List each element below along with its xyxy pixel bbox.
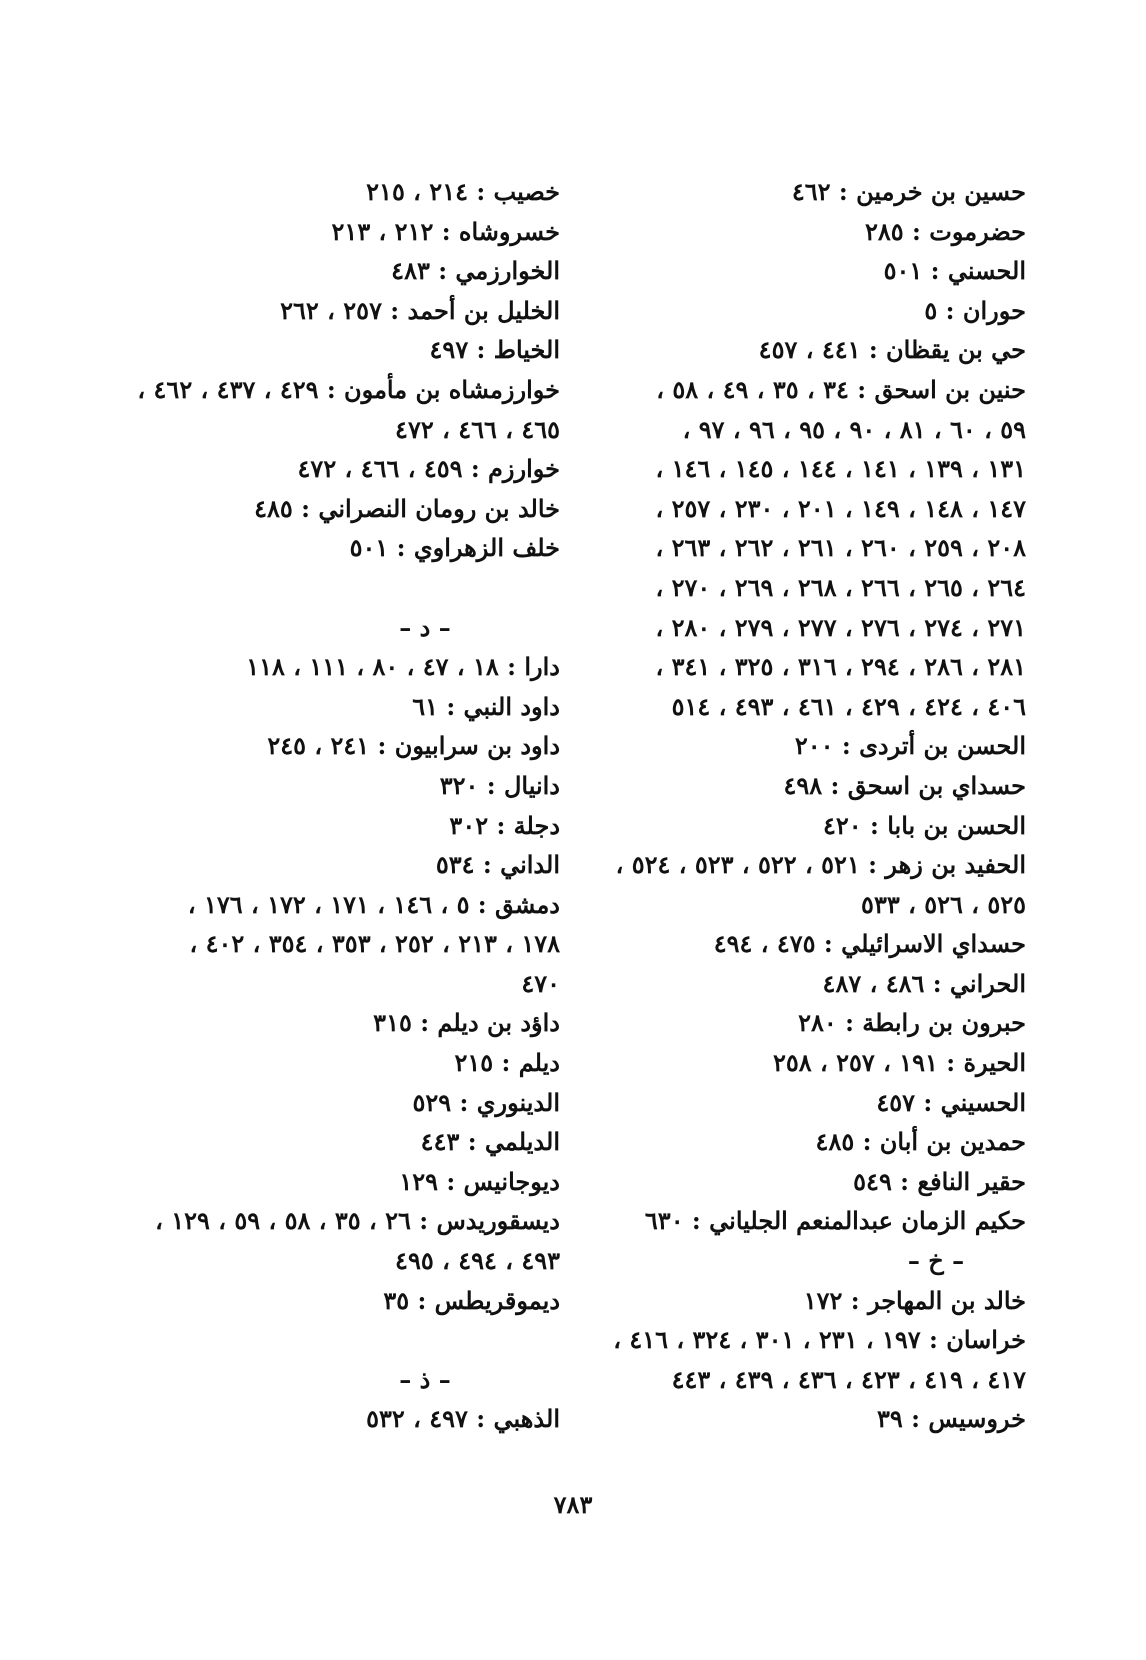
- index-entry: ٢٧١ ، ٢٧٤ ، ٢٧٦ ، ٢٧٧ ، ٢٧٩ ، ٢٨٠ ،: [655, 612, 1026, 642]
- index-entry: حقير النافع : ٥٤٩: [853, 1166, 1026, 1196]
- section-letter-heading: – ذ –: [399, 1364, 451, 1394]
- index-entry: دانيال : ٣٢٠: [439, 770, 560, 800]
- index-entry: الداني : ٥٣٤: [435, 850, 560, 880]
- index-entry: داؤد بن ديلم : ٣١٥: [373, 1008, 560, 1038]
- index-entry: داود بن سرابيون : ٢٤١ ، ٢٤٥: [267, 731, 560, 761]
- index-entry: دجلة : ٣٠٢: [449, 810, 560, 840]
- index-entry: الحسن بن بابا : ٤٢٠: [822, 810, 1026, 840]
- index-entry: حنين بن اسحق : ٣٤ ، ٣٥ ، ٤٩ ، ٥٨ ،: [656, 374, 1026, 404]
- section-spacer: [150, 1320, 560, 1360]
- index-entry: ديوجانيس : ١٢٩: [399, 1166, 560, 1196]
- index-entry: الحسيني : ٤٥٧: [876, 1087, 1026, 1117]
- index-entry: خروسيس : ٣٩: [877, 1404, 1026, 1434]
- index-entry: خالد بن رومان النصراني : ٤٨٥: [254, 493, 560, 523]
- index-entry: ديسقوريدس : ٢٦ ، ٣٥ ، ٥٨ ، ٥٩ ، ١٢٩ ،: [155, 1206, 560, 1236]
- index-entry: ٤٦٥ ، ٤٦٦ ، ٤٧٢: [395, 414, 560, 444]
- index-entry: الدينوري : ٥٢٩: [412, 1087, 560, 1117]
- index-entry: ديموقريطس : ٣٥: [383, 1285, 560, 1315]
- section-letter-heading: – خ –: [907, 1246, 965, 1276]
- index-entry: الخياط : ٤٩٧: [429, 335, 560, 365]
- index-entry: خوارزمشاه بن مأمون : ٤٢٩ ، ٤٣٧ ، ٤٦٢ ،: [137, 374, 560, 404]
- index-entry: خسروشاه : ٢١٢ ، ٢١٣: [331, 216, 560, 246]
- right-index-column: [606, 172, 1026, 1439]
- index-entry: الحراني : ٤٨٦ ، ٤٨٧: [822, 968, 1026, 998]
- index-entry: دارا : ١٨ ، ٤٧ ، ٨٠ ، ١١١ ، ١١٨: [246, 652, 560, 682]
- index-entry: حبرون بن رابطة : ٢٨٠: [798, 1008, 1026, 1038]
- index-entry: ١٣١ ، ١٣٩ ، ١٤١ ، ١٤٤ ، ١٤٥ ، ١٤٦ ،: [655, 454, 1026, 484]
- index-entry: ٥٩ ، ٦٠ ، ٨١ ، ٩٠ ، ٩٥ ، ٩٦ ، ٩٧ ،: [682, 414, 1026, 444]
- index-entry: حسداي بن اسحق : ٤٩٨: [783, 770, 1026, 800]
- index-entry: ٤٧٠: [521, 968, 560, 998]
- index-entry: ٤١٧ ، ٤١٩ ، ٤٢٣ ، ٤٣٦ ، ٤٣٩ ، ٤٤٣: [671, 1364, 1026, 1394]
- index-entry: دمشق : ٥ ، ١٤٦ ، ١٧١ ، ١٧٢ ، ١٧٦ ،: [187, 889, 560, 919]
- index-entry: ٤٩٣ ، ٤٩٤ ، ٤٩٥: [395, 1246, 560, 1276]
- index-entry: حوران : ٥: [924, 295, 1026, 325]
- index-entry: الحسن بن أتردى : ٢٠٠: [794, 731, 1026, 761]
- index-entry: ٢٨١ ، ٢٨٦ ، ٢٩٤ ، ٣١٦ ، ٣٢٥ ، ٣٤١ ،: [655, 652, 1026, 682]
- index-entry: خصيب : ٢١٤ ، ٢١٥: [366, 177, 560, 206]
- index-entry: ١٧٨ ، ٢١٣ ، ٢٥٢ ، ٣٥٣ ، ٣٥٤ ، ٤٠٢ ،: [189, 929, 560, 959]
- index-entry: الخوارزمي : ٤٨٣: [391, 256, 560, 286]
- index-entry: ديلم : ٢١٥: [454, 1048, 560, 1078]
- index-entry: حسين بن خرمين : ٤٦٢: [791, 177, 1026, 206]
- index-entry: خوارزم : ٤٥٩ ، ٤٦٦ ، ٤٧٢: [297, 454, 560, 484]
- index-entry: حمدين بن أبان : ٤٨٥: [815, 1127, 1026, 1157]
- index-entry: حسداي الاسرائيلي : ٤٧٥ ، ٤٩٤: [713, 929, 1026, 959]
- section-letter-heading: – د –: [399, 612, 451, 642]
- index-entry: حكيم الزمان عبدالمنعم الجلياني : ٦٣٠: [644, 1206, 1026, 1236]
- index-entry: الديلمي : ٤٤٣: [420, 1127, 560, 1157]
- index-entry: خالد بن المهاجر : ١٧٢: [803, 1285, 1026, 1315]
- page-number: ٧٨٣: [553, 1490, 593, 1519]
- index-entry: الحيرة : ١٩١ ، ٢٥٧ ، ٢٥٨: [772, 1048, 1026, 1078]
- index-entry: حضرموت : ٢٨٥: [865, 216, 1026, 246]
- index-entry: ٥٢٥ ، ٥٢٦ ، ٥٣٣: [861, 889, 1026, 919]
- index-entry: الحسني : ٥٠١: [883, 256, 1026, 286]
- index-entry: ٢٠٨ ، ٢٥٩ ، ٢٦٠ ، ٢٦١ ، ٢٦٢ ، ٢٦٣ ،: [655, 533, 1026, 563]
- index-entry: ٤٠٦ ، ٤٢٤ ، ٤٢٩ ، ٤٦١ ، ٤٩٣ ، ٥١٤: [671, 691, 1026, 721]
- index-entry: الذهبي : ٤٩٧ ، ٥٣٢: [366, 1404, 560, 1434]
- left-index-column: [137, 172, 560, 1439]
- index-entry: الخليل بن أحمد : ٢٥٧ ، ٢٦٢: [280, 295, 560, 325]
- index-entry: الحفيد بن زهر : ٥٢١ ، ٥٢٢ ، ٥٢٣ ، ٥٢٤ ،: [615, 850, 1026, 880]
- index-entry: ١٤٧ ، ١٤٨ ، ١٤٩ ، ٢٠١ ، ٢٣٠ ، ٢٥٧ ،: [655, 493, 1026, 523]
- index-entry: داود النبي : ٦١: [412, 691, 560, 721]
- index-entry: ٢٦٤ ، ٢٦٥ ، ٢٦٦ ، ٢٦٨ ، ٢٦٩ ، ٢٧٠ ،: [655, 572, 1026, 602]
- index-entry: خلف الزهراوي : ٥٠١: [349, 533, 560, 563]
- section-spacer: [150, 568, 560, 608]
- index-entry: خراسان : ١٩٧ ، ٢٣١ ، ٣٠١ ، ٣٢٤ ، ٤١٦ ،: [613, 1325, 1026, 1355]
- index-entry: حي بن يقظان : ٤٤١ ، ٤٥٧: [758, 335, 1026, 365]
